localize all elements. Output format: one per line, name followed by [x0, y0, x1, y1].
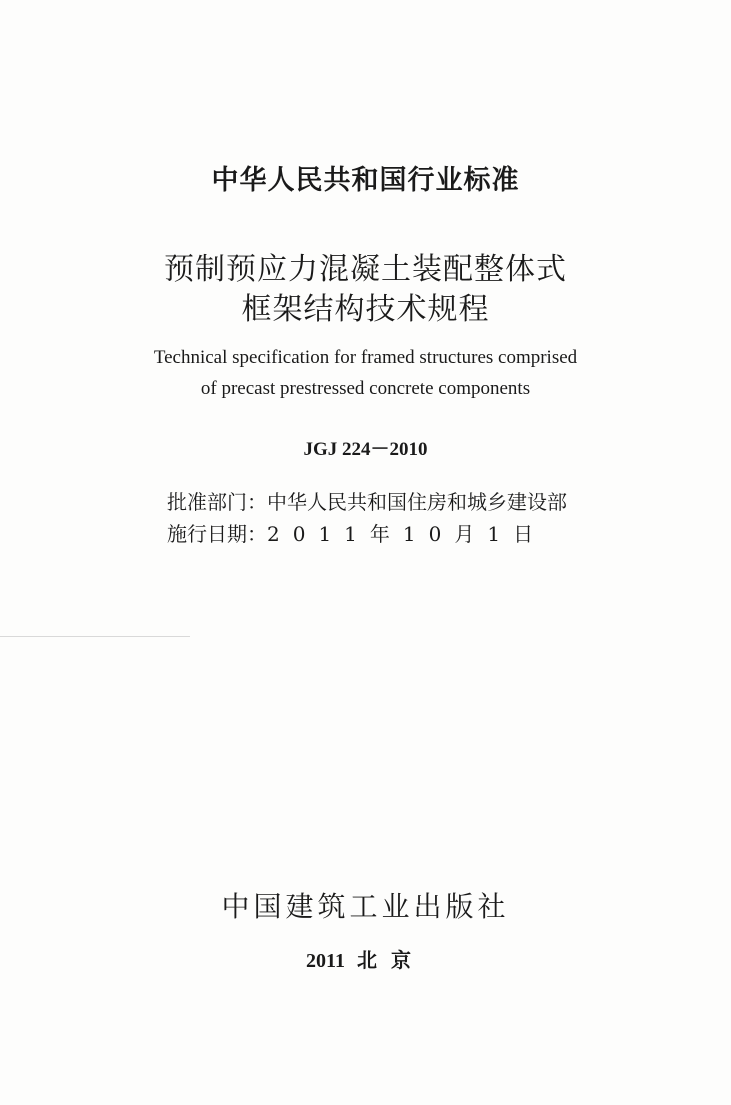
effective-date	[167, 518, 546, 547]
publication-year: 2011	[306, 950, 345, 972]
publisher-name: 中国建筑工业出版社	[221, 890, 510, 923]
approval-label: 批准部门：	[167, 490, 267, 514]
standard-code: JGJ 224－2010	[303, 439, 428, 460]
publication-year-place	[0, 944, 731, 973]
title-english-line-2: of precast prestressed concrete components	[200, 378, 531, 399]
approval-value: 中华人民共和国住房和城乡建设部	[267, 490, 567, 514]
title-english-line-1: Technical specification for framed structures comprised	[153, 347, 578, 368]
approval-department	[167, 486, 567, 515]
publication-city: 北京	[356, 950, 425, 972]
effective-value: 2011年10月1日	[267, 522, 547, 546]
effective-label: 施行日期：	[167, 522, 267, 546]
title-chinese-line-1: 预制预应力混凝土装配整体式	[164, 252, 567, 287]
title-chinese-line-2: 框架结构技术规程	[241, 292, 490, 327]
standard-category: 中华人民共和国行业标准	[211, 165, 520, 196]
scan-artifact-line	[0, 636, 190, 637]
